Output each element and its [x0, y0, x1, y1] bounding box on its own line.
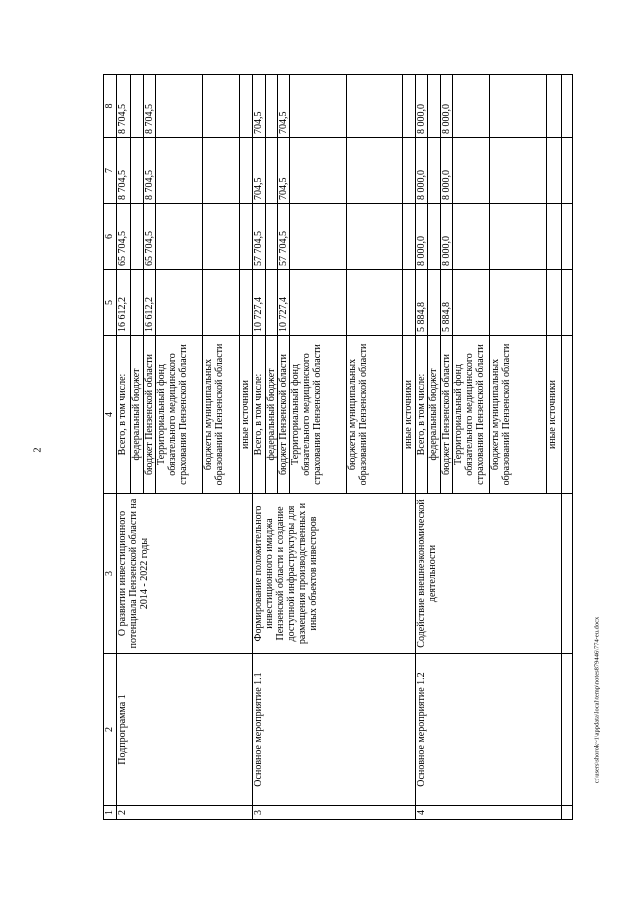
row-number: 4 — [416, 806, 561, 820]
funding-source: федеральный бюджет — [265, 336, 277, 494]
amount-cell — [290, 270, 347, 336]
amount-cell: 5 884,8 — [440, 270, 452, 336]
amount-cell — [265, 270, 277, 336]
amount-cell — [547, 138, 561, 204]
amount-cell — [155, 75, 202, 138]
amount-cell: 65 704,5 — [143, 204, 155, 270]
amount-cell: 8 000,0 — [416, 138, 428, 204]
amount-cell: 8 704,5 — [117, 75, 131, 138]
amount-cell: 16 612,2 — [143, 270, 155, 336]
amount-cell — [452, 270, 489, 336]
amount-cell — [203, 138, 240, 204]
amount-cell — [290, 138, 347, 204]
amount-cell — [347, 75, 402, 138]
column-number: 4 — [104, 336, 117, 494]
column-number: 3 — [104, 494, 117, 654]
amount-cell: 704,5 — [253, 138, 265, 204]
column-number: 5 — [104, 270, 117, 336]
funding-source: Всего, в том числе: — [117, 336, 131, 494]
amount-cell — [239, 138, 252, 204]
amount-cell — [428, 204, 440, 270]
funding-source: Территориальный фонд обязательного медицинского страхования Пензенской области — [155, 336, 202, 494]
funding-source: федеральный бюджет — [428, 336, 440, 494]
funding-source: Территориальный фонд обязательного медицинского страхования Пензенской области — [452, 336, 489, 494]
empty-cell — [561, 138, 572, 204]
amount-cell — [489, 270, 546, 336]
funding-source: Всего, в том числе: — [416, 336, 428, 494]
amount-cell — [452, 138, 489, 204]
column-number: 8 — [104, 75, 117, 138]
row-number: 3 — [253, 806, 416, 820]
column-number: 6 — [104, 204, 117, 270]
amount-cell — [203, 204, 240, 270]
amount-cell: 704,5 — [253, 75, 265, 138]
program-title: Содействие внешнеэкономической деятельности — [416, 494, 561, 654]
amount-cell — [155, 138, 202, 204]
amount-cell — [547, 75, 561, 138]
amount-cell — [203, 270, 240, 336]
column-number: 7 — [104, 138, 117, 204]
empty-cell — [561, 494, 572, 654]
table-row — [117, 75, 131, 820]
amount-cell — [489, 138, 546, 204]
amount-cell — [452, 75, 489, 138]
amount-cell: 10 727,4 — [277, 270, 289, 336]
amount-cell — [402, 270, 415, 336]
amount-cell: 8 000,0 — [440, 204, 452, 270]
amount-cell — [239, 270, 252, 336]
amount-cell — [239, 75, 252, 138]
program-title: О развитии инвестиционного потенциала Пензенской области на 2014 - 2022 годы — [117, 494, 253, 654]
amount-cell: 10 727,4 — [253, 270, 265, 336]
amount-cell — [239, 204, 252, 270]
page-number: 2 — [32, 447, 44, 453]
amount-cell: 16 612,2 — [117, 270, 131, 336]
budget-table — [103, 74, 573, 820]
empty-cell — [561, 270, 572, 336]
amount-cell — [347, 204, 402, 270]
amount-cell — [402, 75, 415, 138]
amount-cell: 704,5 — [277, 138, 289, 204]
amount-cell — [402, 138, 415, 204]
empty-cell — [561, 75, 572, 138]
amount-cell: 57 704,5 — [253, 204, 265, 270]
amount-cell — [265, 75, 277, 138]
funding-source: иные источники — [239, 336, 252, 494]
amount-cell — [155, 204, 202, 270]
empty-cell — [561, 336, 572, 494]
empty-cell — [561, 654, 572, 806]
program-title: Формирование положительного инвестиционного имиджа Пензенской области и создание доступной инфраструктуры для размещения производственных и иных объектов инвесторов — [253, 494, 416, 654]
amount-cell — [428, 138, 440, 204]
amount-cell — [547, 204, 561, 270]
amount-cell: 8 704,5 — [143, 138, 155, 204]
funding-source: федеральный бюджет — [131, 336, 143, 494]
amount-cell — [402, 204, 415, 270]
amount-cell — [290, 75, 347, 138]
amount-cell — [155, 270, 202, 336]
amount-cell: 65 704,5 — [117, 204, 131, 270]
table-body — [117, 75, 573, 820]
amount-cell — [428, 75, 440, 138]
amount-cell — [131, 270, 143, 336]
row-number: 2 — [117, 806, 253, 820]
column-number: 2 — [104, 654, 117, 806]
funding-source: бюджеты муниципальных образований Пензенской области — [203, 336, 240, 494]
amount-cell — [489, 75, 546, 138]
amount-cell — [265, 138, 277, 204]
amount-cell: 57 704,5 — [277, 204, 289, 270]
amount-cell: 8 000,0 — [440, 75, 452, 138]
funding-source: бюджет Пензенской области — [143, 336, 155, 494]
funding-source: иные источники — [402, 336, 415, 494]
rotated-page — [103, 75, 573, 820]
funding-source: бюджет Пензенской области — [277, 336, 289, 494]
amount-cell: 8 000,0 — [440, 138, 452, 204]
funding-source: иные источники — [547, 336, 561, 494]
amount-cell — [428, 270, 440, 336]
file-path-footer: c:\users\shorok~1\appdata\local\temp\notes879446\774-eu.docx — [593, 616, 601, 784]
amount-cell — [489, 204, 546, 270]
amount-cell — [265, 204, 277, 270]
funding-source: Территориальный фонд обязательного медицинского страхования Пензенской области — [290, 336, 347, 494]
table-row — [416, 75, 428, 820]
program-name: Основное мероприятие 1.2 — [416, 654, 561, 806]
amount-cell — [347, 270, 402, 336]
funding-source: бюджет Пензенской области — [440, 336, 452, 494]
funding-source: Всего, в том числе: — [253, 336, 265, 494]
empty-cell — [561, 204, 572, 270]
amount-cell — [131, 138, 143, 204]
column-number: 1 — [104, 806, 117, 820]
empty-row — [561, 75, 572, 820]
empty-cell — [561, 806, 572, 820]
amount-cell: 8 000,0 — [416, 75, 428, 138]
amount-cell — [131, 204, 143, 270]
amount-cell: 8 704,5 — [143, 75, 155, 138]
amount-cell — [290, 204, 347, 270]
amount-cell — [203, 75, 240, 138]
amount-cell — [131, 75, 143, 138]
amount-cell — [452, 204, 489, 270]
funding-source: бюджеты муниципальных образований Пензенской области — [489, 336, 546, 494]
funding-source: бюджеты муниципальных образований Пензенской области — [347, 336, 402, 494]
amount-cell: 704,5 — [277, 75, 289, 138]
column-number-row — [104, 75, 117, 820]
amount-cell: 8 000,0 — [416, 204, 428, 270]
amount-cell: 5 884,8 — [416, 270, 428, 336]
program-name: Основное мероприятие 1.1 — [253, 654, 416, 806]
program-name: Подпрограмма 1 — [117, 654, 253, 806]
amount-cell: 8 704,5 — [117, 138, 131, 204]
amount-cell — [547, 270, 561, 336]
amount-cell — [347, 138, 402, 204]
table-row — [253, 75, 265, 820]
